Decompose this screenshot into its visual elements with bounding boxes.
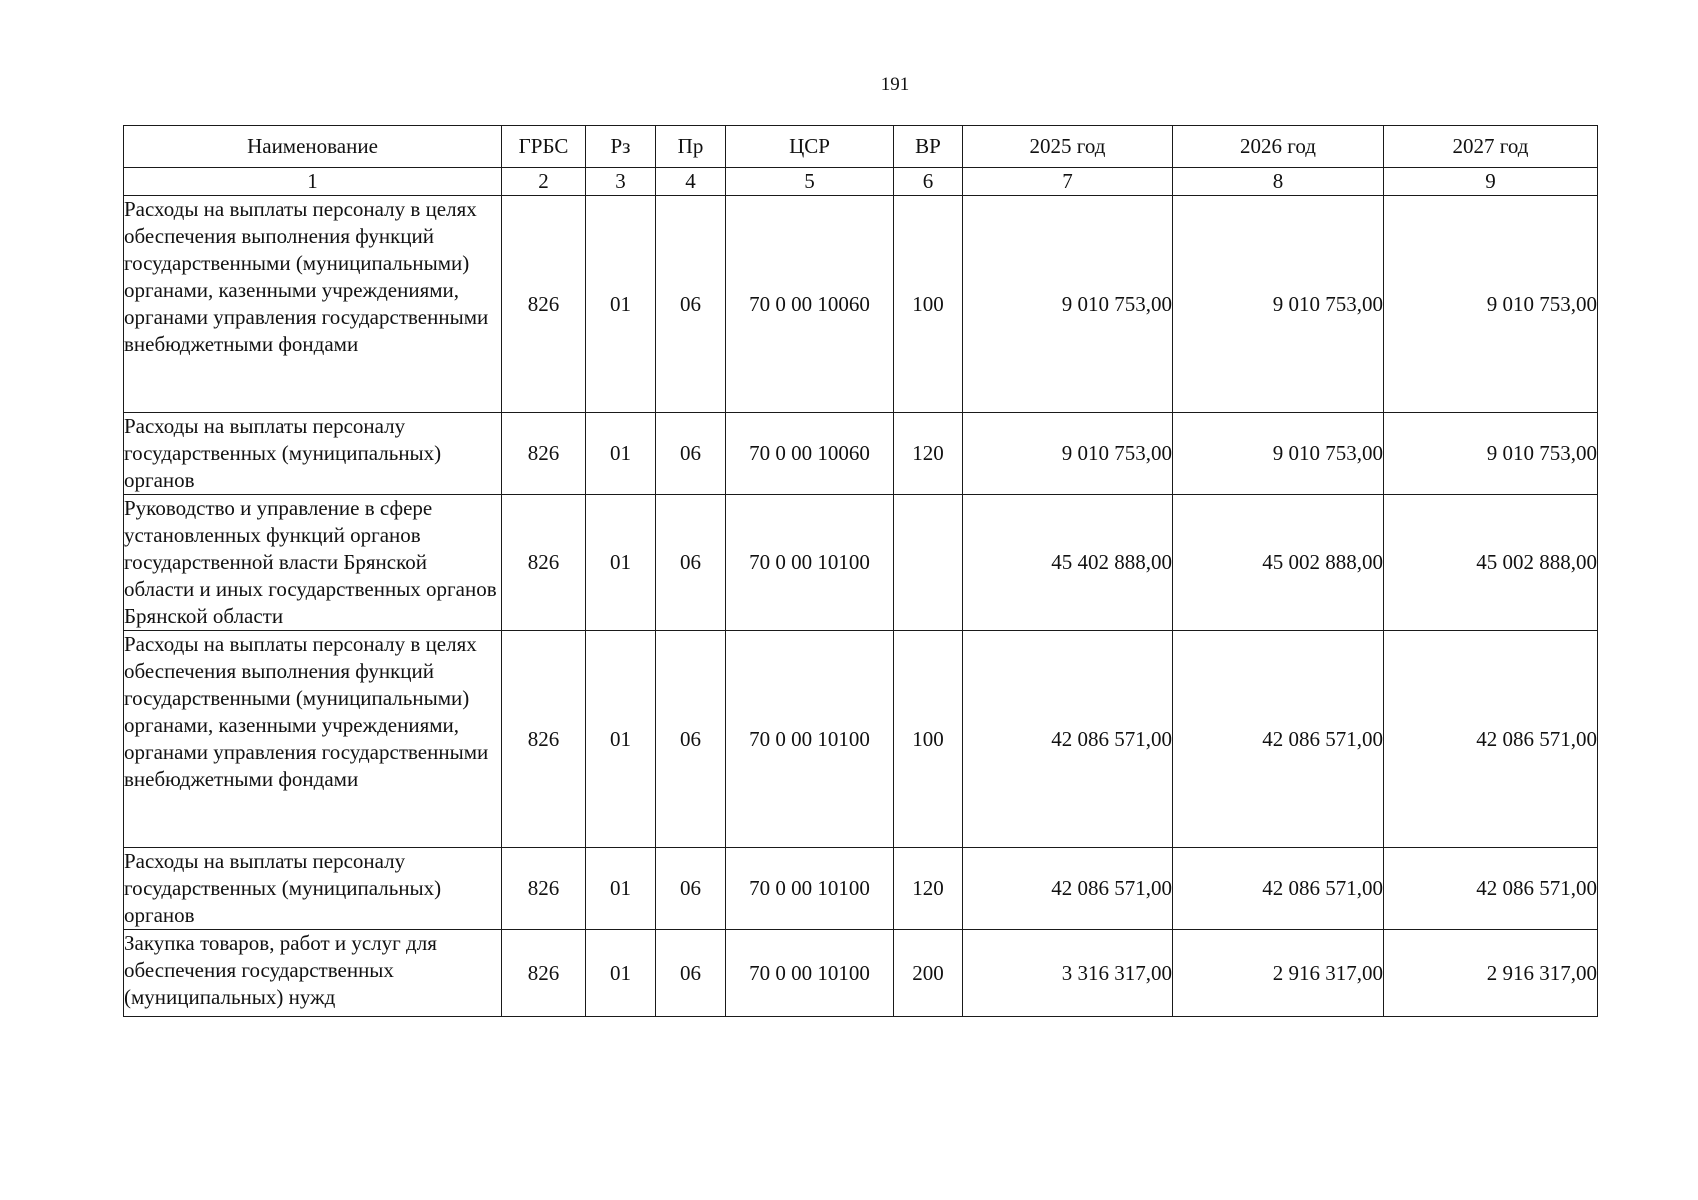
header-row: [124, 126, 1598, 168]
row-name: Руководство и управление в сфере установленных функций органов государственной власти Брянской области и иных государственных органов Брянской области: [124, 495, 502, 631]
row-vr: 120: [894, 413, 963, 495]
row-vr: 100: [894, 196, 963, 413]
row-pr: 06: [656, 848, 726, 930]
column-number: 4: [656, 168, 726, 196]
row-rz: 01: [586, 196, 656, 413]
row-amount-2027: 9 010 753,00: [1384, 413, 1598, 495]
table-row: [124, 930, 1598, 1017]
row-name: Закупка товаров, работ и услуг для обеспечения государственных (муниципальных) нужд: [124, 930, 502, 1017]
row-amount-2026: 42 086 571,00: [1173, 631, 1384, 848]
row-grbs: 826: [502, 848, 586, 930]
row-vr: 120: [894, 848, 963, 930]
column-number: 2: [502, 168, 586, 196]
row-csr: 70 0 00 10100: [726, 631, 894, 848]
row-pr: 06: [656, 196, 726, 413]
row-name: Расходы на выплаты персоналу в целях обеспечения выполнения функций государственными (муниципальными) органами, казенными учреждениями, органами управления государственными внебюджетными фондами: [124, 196, 502, 413]
column-number: 6: [894, 168, 963, 196]
row-rz: 01: [586, 631, 656, 848]
header-rz: Рз: [586, 126, 656, 168]
row-name: Расходы на выплаты персоналу государственных (муниципальных) органов: [124, 413, 502, 495]
row-amount-2027: 2 916 317,00: [1384, 930, 1598, 1017]
header-2025: 2025 год: [963, 126, 1173, 168]
column-number: 9: [1384, 168, 1598, 196]
table-row: [124, 848, 1598, 930]
page-number: 191: [880, 74, 910, 95]
row-vr: 100: [894, 631, 963, 848]
row-amount-2025: 9 010 753,00: [963, 413, 1173, 495]
column-number: 1: [124, 168, 502, 196]
column-number: 5: [726, 168, 894, 196]
column-number: 3: [586, 168, 656, 196]
row-csr: 70 0 00 10100: [726, 930, 894, 1017]
header-pr: Пр: [656, 126, 726, 168]
row-amount-2026: 9 010 753,00: [1173, 413, 1384, 495]
row-csr: 70 0 00 10100: [726, 848, 894, 930]
table-row: [124, 413, 1598, 495]
row-rz: 01: [586, 930, 656, 1017]
table-row: [124, 495, 1598, 631]
row-pr: 06: [656, 930, 726, 1017]
row-amount-2026: 42 086 571,00: [1173, 848, 1384, 930]
row-amount-2026: 2 916 317,00: [1173, 930, 1384, 1017]
row-amount-2026: 9 010 753,00: [1173, 196, 1384, 413]
row-name: Расходы на выплаты персоналу в целях обеспечения выполнения функций государственными (муниципальными) органами, казенными учреждениями, органами управления государственными внебюджетными фондами: [124, 631, 502, 848]
column-number: 7: [963, 168, 1173, 196]
header-grbs: ГРБС: [502, 126, 586, 168]
row-pr: 06: [656, 413, 726, 495]
row-rz: 01: [586, 413, 656, 495]
budget-table: [123, 125, 1598, 1017]
row-rz: 01: [586, 495, 656, 631]
header-csr: ЦСР: [726, 126, 894, 168]
header-name: Наименование: [124, 126, 502, 168]
row-grbs: 826: [502, 413, 586, 495]
row-grbs: 826: [502, 495, 586, 631]
row-grbs: 826: [502, 930, 586, 1017]
row-amount-2025: 42 086 571,00: [963, 848, 1173, 930]
row-csr: 70 0 00 10060: [726, 196, 894, 413]
row-amount-2027: 9 010 753,00: [1384, 196, 1598, 413]
row-amount-2027: 42 086 571,00: [1384, 631, 1598, 848]
row-csr: 70 0 00 10060: [726, 413, 894, 495]
row-amount-2025: 3 316 317,00: [963, 930, 1173, 1017]
row-csr: 70 0 00 10100: [726, 495, 894, 631]
header-2027: 2027 год: [1384, 126, 1598, 168]
row-amount-2025: 42 086 571,00: [963, 631, 1173, 848]
column-number-row: [124, 168, 1598, 196]
row-vr: [894, 495, 963, 631]
row-pr: 06: [656, 631, 726, 848]
row-name: Расходы на выплаты персоналу государственных (муниципальных) органов: [124, 848, 502, 930]
table-row: [124, 631, 1598, 848]
row-amount-2027: 42 086 571,00: [1384, 848, 1598, 930]
row-amount-2025: 9 010 753,00: [963, 196, 1173, 413]
header-2026: 2026 год: [1173, 126, 1384, 168]
row-amount-2027: 45 002 888,00: [1384, 495, 1598, 631]
row-vr: 200: [894, 930, 963, 1017]
header-vr: ВР: [894, 126, 963, 168]
table-row: [124, 196, 1598, 413]
row-pr: 06: [656, 495, 726, 631]
row-amount-2026: 45 002 888,00: [1173, 495, 1384, 631]
row-rz: 01: [586, 848, 656, 930]
row-grbs: 826: [502, 196, 586, 413]
column-number: 8: [1173, 168, 1384, 196]
row-amount-2025: 45 402 888,00: [963, 495, 1173, 631]
row-grbs: 826: [502, 631, 586, 848]
